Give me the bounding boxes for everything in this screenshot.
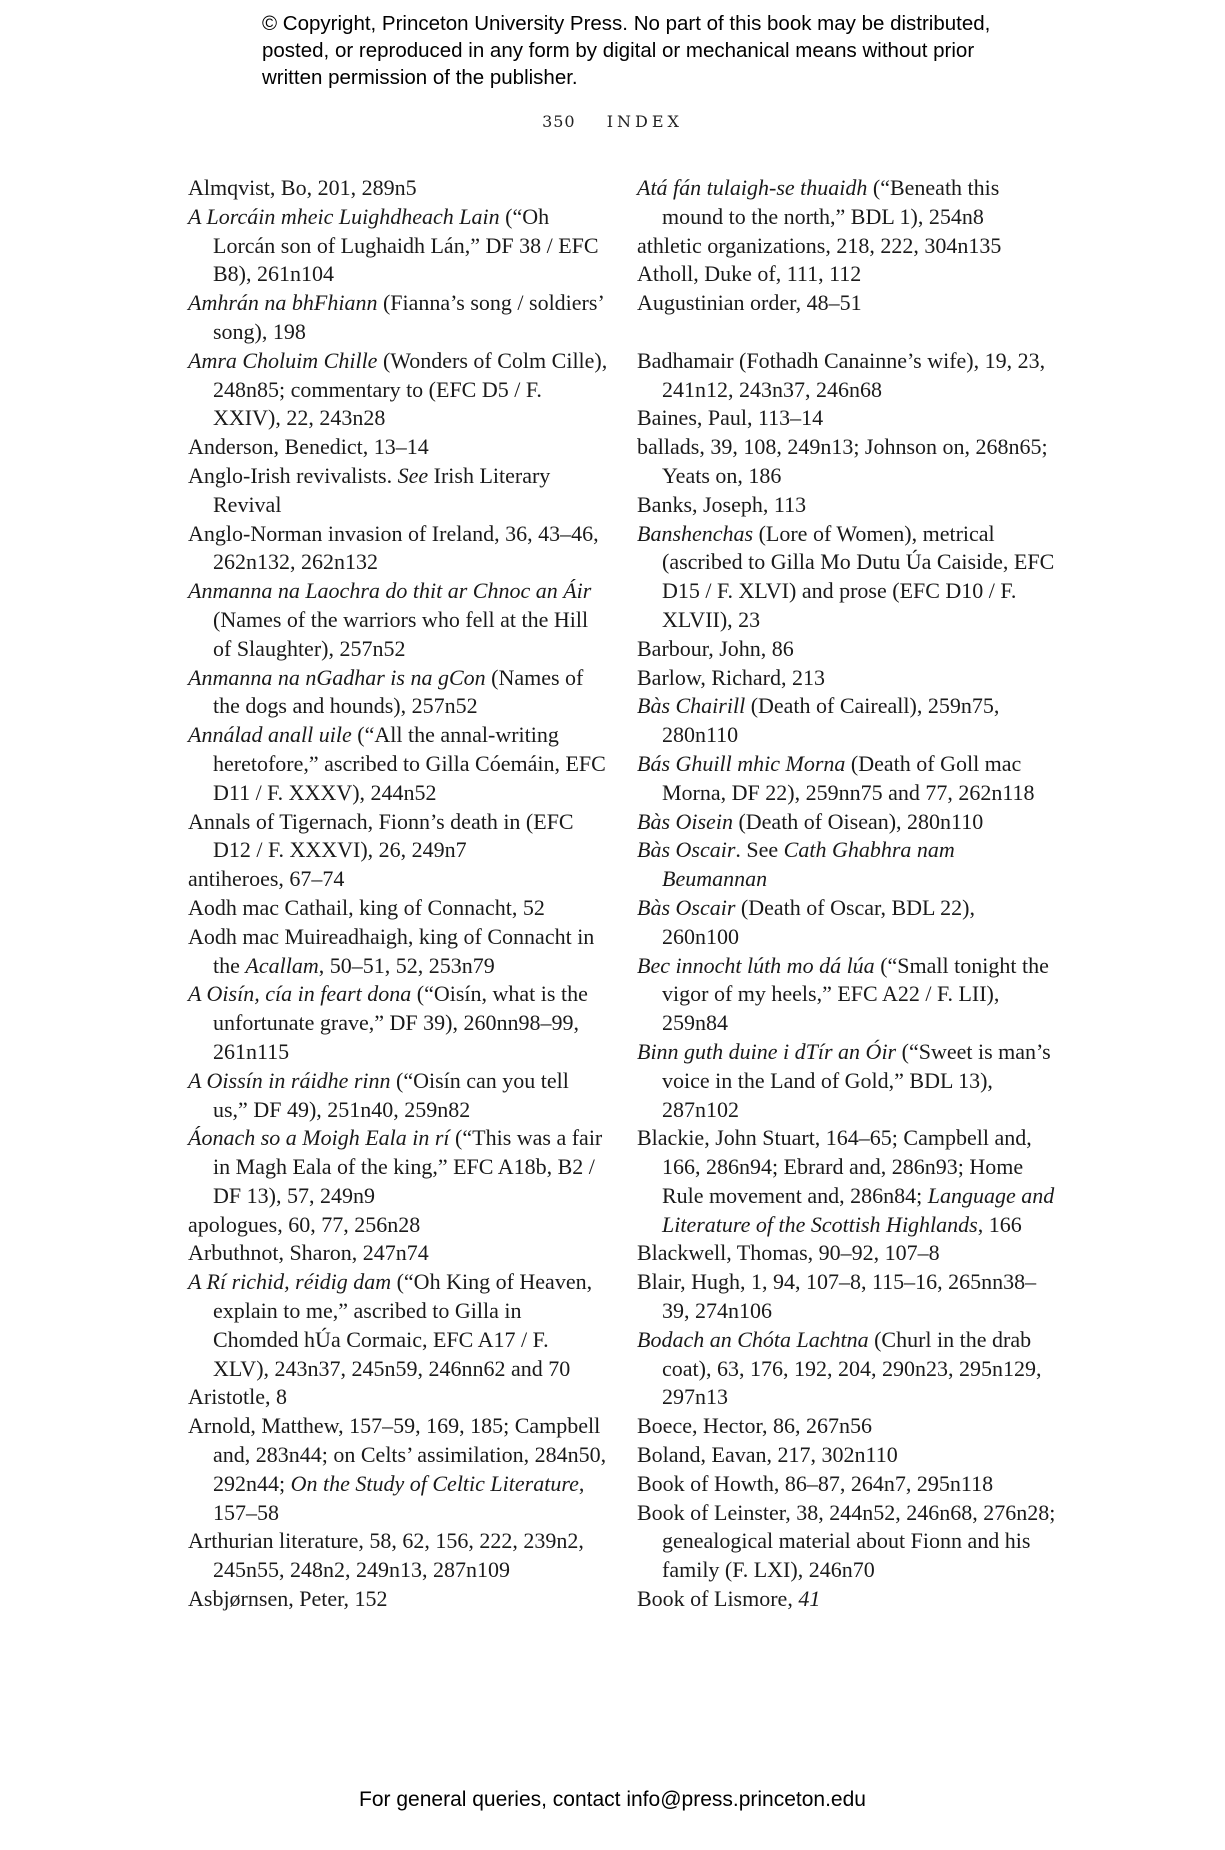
- index-entry: [637, 894, 1057, 952]
- entry-text: Aristotle, 8: [188, 1384, 287, 1410]
- index-entry: [637, 1038, 1057, 1124]
- index-entry: [637, 1412, 1057, 1441]
- entry-italic-text: Binn guth duine i dTír an Óir: [637, 1038, 897, 1064]
- index-column-right: [637, 174, 1057, 1614]
- copyright-notice: © Copyright, Princeton University Press. No part of this book may be distributed, posted, or reproduced in any form by digital or mechanical means without prior written permission of the publisher.: [262, 12, 991, 89]
- index-entry: [188, 664, 608, 722]
- entry-text: Blackie, John Stuart, 164–65; Campbell and, 166, 286n94; Ebrard and, 286n93; Home Rule movement and, 286n84;: [637, 1125, 1032, 1208]
- index-entry: [637, 174, 1057, 232]
- entry-text: ballads, 39, 108, 249n13; Johnson on, 268n65; Yeats on, 186: [637, 434, 1048, 488]
- entry-text: (Death of Oisean), 280n110: [732, 808, 984, 834]
- entry-text: Baines, Paul, 113–14: [637, 405, 824, 431]
- footer-contact: For general queries, contact info@press.princeton.edu: [359, 1788, 866, 1811]
- entry-text: (Wonders of Colm Cille), 248n85; commentary to (EFC D5 / F. XXIV), 22, 243n28: [213, 347, 608, 431]
- entry-italic-text: See: [397, 462, 429, 488]
- entry-text: Annals of Tigernach, Fionn’s death in (EFC D12 / F. XXXVI), 26, 249n7: [188, 808, 574, 863]
- entry-italic-text: Bàs Chairill: [637, 693, 746, 719]
- entry-text: (Death of Oscar, BDL 22), 260n100: [662, 894, 976, 949]
- entry-text: antiheroes, 67–74: [188, 866, 345, 892]
- entry-italic-text: A Lorcáin mheic Luighdheach Lain: [188, 203, 500, 229]
- index-entry: [637, 1326, 1057, 1412]
- entry-italic-text: Amra Choluim Chille: [188, 347, 378, 373]
- index-entry: [188, 1124, 608, 1210]
- entry-text: (Death of Caireall), 259n75, 280n110: [662, 693, 1000, 748]
- index-entry: [637, 491, 1057, 520]
- entry-text: Arthurian literature, 58, 62, 156, 222, 239n2, 245n55, 248n2, 249n13, 287n109: [188, 1528, 584, 1583]
- index-entry: [188, 433, 608, 462]
- entry-text: (“Sweet is man’s voice in the Land of Gold,” BDL 13), 287n102: [662, 1038, 1051, 1122]
- index-entry: [188, 289, 608, 347]
- entry-text: Arbuthnot, Sharon, 247n74: [188, 1240, 429, 1266]
- entry-italic-text: Bàs Oscair: [637, 837, 736, 863]
- entry-italic-text: 41: [798, 1586, 821, 1612]
- entry-text: Anderson, Benedict, 13–14: [188, 434, 429, 460]
- index-entry: [637, 836, 1057, 894]
- index-entry: [188, 894, 608, 923]
- index-entry: [637, 520, 1057, 635]
- entry-italic-text: Banshenchas: [637, 520, 754, 546]
- index-entry: [188, 462, 608, 520]
- running-head: [0, 112, 1225, 131]
- entry-text: Barlow, Richard, 213: [637, 664, 825, 690]
- index-entry: [188, 1239, 608, 1268]
- entry-italic-text: Bodach an Chóta Lachtna: [637, 1326, 869, 1352]
- entry-text: Book of Lismore,: [637, 1586, 799, 1612]
- entry-italic-text: On the Study of Celtic Literature: [290, 1470, 579, 1496]
- index-entry: [637, 1499, 1057, 1585]
- entry-italic-text: Bàs Oscair: [637, 894, 736, 920]
- index-entry: [188, 865, 608, 894]
- index-entry: [637, 635, 1057, 664]
- entry-italic-text: Anmanna na Laochra do thit ar Chnoc an Áir: [188, 578, 592, 604]
- index-entry: [637, 1441, 1057, 1470]
- entry-text: (Names of the dogs and hounds), 257n52: [213, 664, 584, 719]
- entry-italic-text: Amhrán na bhFhiann: [188, 290, 378, 316]
- index-entry: [188, 721, 608, 807]
- index-entry: [637, 232, 1057, 261]
- index-entry: [188, 203, 608, 289]
- index-entry: [637, 952, 1057, 1038]
- index-entry: [188, 1412, 608, 1527]
- index-entry: [188, 980, 608, 1066]
- page-number: 350: [542, 112, 576, 131]
- entry-text: Augustinian order, 48–51: [637, 290, 862, 316]
- index-entry: [637, 289, 1057, 318]
- index-column-left: [188, 174, 608, 1614]
- index-entry: [637, 404, 1057, 433]
- index-entry: [637, 433, 1057, 491]
- index-entry: [188, 1585, 608, 1614]
- entry-text: (“Small tonight the vigor of my heels,” EFC A22 / F. LII), 259n84: [662, 952, 1049, 1036]
- entry-italic-text: Cath Ghabhra nam Beumannan: [662, 837, 955, 892]
- index-entry: [637, 808, 1057, 837]
- entry-text: Banks, Joseph, 113: [637, 491, 807, 517]
- index-entry: [637, 1124, 1057, 1239]
- entry-text: (“Oh King of Heaven, explain to me,” ascribed to Gilla in Chomded hÚa Cormaic, EFC A17 / F. XLV), 243n37, 245n59, 246nn62 and 70: [213, 1269, 593, 1381]
- entry-text: Irish Literary Revival: [213, 462, 551, 517]
- entry-text: Book of Howth, 86–87, 264n7, 295n118: [637, 1470, 994, 1496]
- entry-italic-text: Annálad anall uile: [188, 722, 352, 748]
- entry-text: Arnold, Matthew, 157–59, 169, 185; Campbell and, 283n44; on Celts’ assimilation, 284n50, 292n44;: [188, 1413, 607, 1496]
- entry-text: Badhamair (Fothadh Canainne’s wife), 19, 23, 241n12, 243n37, 246n68: [637, 347, 1046, 402]
- entry-text: Aodh mac Cathail, king of Connacht, 52: [188, 894, 545, 920]
- letter-group-gap: [637, 318, 1057, 347]
- index-entry: [188, 1527, 608, 1585]
- section-title: INDEX: [606, 112, 683, 131]
- entry-italic-text: A Rí richid, réidig dam: [188, 1269, 392, 1295]
- entry-text: Barbour, John, 86: [637, 635, 794, 661]
- entry-text: , 166: [977, 1211, 1022, 1237]
- entry-text: , 50–51, 52, 253n79: [318, 952, 495, 978]
- entry-text: Boece, Hector, 86, 267n56: [637, 1413, 872, 1439]
- entry-text: (Fianna’s song / soldiers’ song), 198: [213, 290, 604, 344]
- entry-italic-text: Language and Literature of the Scottish Highlands: [662, 1182, 1055, 1237]
- entry-text: Asbjørnsen, Peter, 152: [188, 1586, 388, 1612]
- entry-text: Atholl, Duke of, 111, 112: [637, 261, 862, 287]
- entry-italic-text: Bás Ghuill mhic Morna: [637, 750, 846, 776]
- entry-italic-text: Acallam: [245, 952, 319, 978]
- index-entry: [637, 1585, 1057, 1614]
- index-entry: [637, 1239, 1057, 1268]
- entry-text: Blair, Hugh, 1, 94, 107–8, 115–16, 265nn38–39, 274n106: [637, 1269, 1037, 1324]
- entry-text: apologues, 60, 77, 256n28: [188, 1211, 421, 1237]
- entry-text: (Death of Goll mac Morna, DF 22), 259nn75 and 77, 262n118: [662, 750, 1035, 805]
- index-entry: [637, 260, 1057, 289]
- entry-text: (Lore of Women), metrical (ascribed to Gilla Mo Dutu Úa Caiside, EFC D15 / F. XLVI) and prose (EFC D10 / F. XLVII), 23: [662, 520, 1055, 632]
- entry-text: (Names of the warriors who fell at the Hill of Slaughter), 257n52: [213, 606, 589, 661]
- index-entry: [188, 808, 608, 866]
- entry-text: Aodh mac Muireadhaigh, king of Connacht in the: [188, 923, 595, 978]
- entry-text: Anglo-Norman invasion of Ireland, 36, 43–46, 262n132, 262n132: [188, 520, 599, 575]
- index-entry: [188, 1268, 608, 1383]
- entry-italic-text: A Oisín, cía in feart dona: [188, 981, 412, 1007]
- entry-text: (“Oisín, what is the unfortunate grave,” DF 39), 260nn98–99, 261n115: [213, 981, 588, 1064]
- index-entry: [188, 1211, 608, 1240]
- entry-italic-text: Bàs Oisein: [637, 808, 733, 834]
- entry-text: (“Beneath this mound to the north,” BDL 1), 254n8: [662, 175, 1000, 229]
- entry-italic-text: Anmanna na nGadhar is na gCon: [188, 664, 486, 690]
- entry-italic-text: Bec innocht lúth mo dá lúa: [637, 952, 875, 978]
- entry-text: Almqvist, Bo, 201, 289n5: [188, 175, 417, 200]
- entry-text: athletic organizations, 218, 222, 304n135: [637, 232, 1002, 258]
- entry-text: Book of Leinster, 38, 244n52, 246n68, 276n28; genealogical material about Fionn and his family (F. LXI), 246n70: [637, 1499, 1056, 1583]
- index-entry: [188, 347, 608, 433]
- entry-italic-text: A Oissín in ráidhe rinn: [188, 1067, 391, 1093]
- entry-text: , 157–58: [213, 1470, 585, 1525]
- index-entry: [188, 520, 608, 578]
- index-entry: [188, 174, 608, 203]
- entry-text: (“All the annal-writing heretofore,” ascribed to Gilla Cóemáin, EFC D11 / F. XXXV), 244n52: [213, 722, 606, 805]
- entry-text: (“Oh Lorcán son of Lughaidh Lán,” DF 38 / EFC B8), 261n104: [213, 203, 599, 287]
- entry-italic-text: Atá fán tulaigh-se thuaidh: [637, 175, 868, 200]
- entry-text: . See: [735, 837, 784, 863]
- index-entry: [637, 1470, 1057, 1499]
- index-entry: [188, 1383, 608, 1412]
- index-entry: [188, 1067, 608, 1125]
- index-entry: [637, 1268, 1057, 1326]
- index-entry: [637, 750, 1057, 808]
- index-entry: [188, 923, 608, 981]
- entry-text: (“This was a fair in Magh Eala of the king,” EFC A18b, B2 / DF 13), 57, 249n9: [213, 1125, 603, 1208]
- index-entry: [637, 664, 1057, 693]
- entry-text: (“Oisín can you tell us,” DF 49), 251n40, 259n82: [213, 1067, 569, 1122]
- index-entry: [637, 692, 1057, 750]
- index-entry: [637, 347, 1057, 405]
- entry-text: Boland, Eavan, 217, 302n110: [637, 1442, 898, 1468]
- index-entry: [188, 577, 608, 663]
- entry-italic-text: Áonach so a Moigh Eala in rí: [188, 1125, 450, 1151]
- entry-text: (Churl in the drab coat), 63, 176, 192, 204, 290n23, 295n129, 297n13: [662, 1326, 1042, 1410]
- entry-text: Blackwell, Thomas, 90–92, 107–8: [637, 1240, 940, 1266]
- entry-text: Anglo-Irish revivalists.: [188, 462, 398, 488]
